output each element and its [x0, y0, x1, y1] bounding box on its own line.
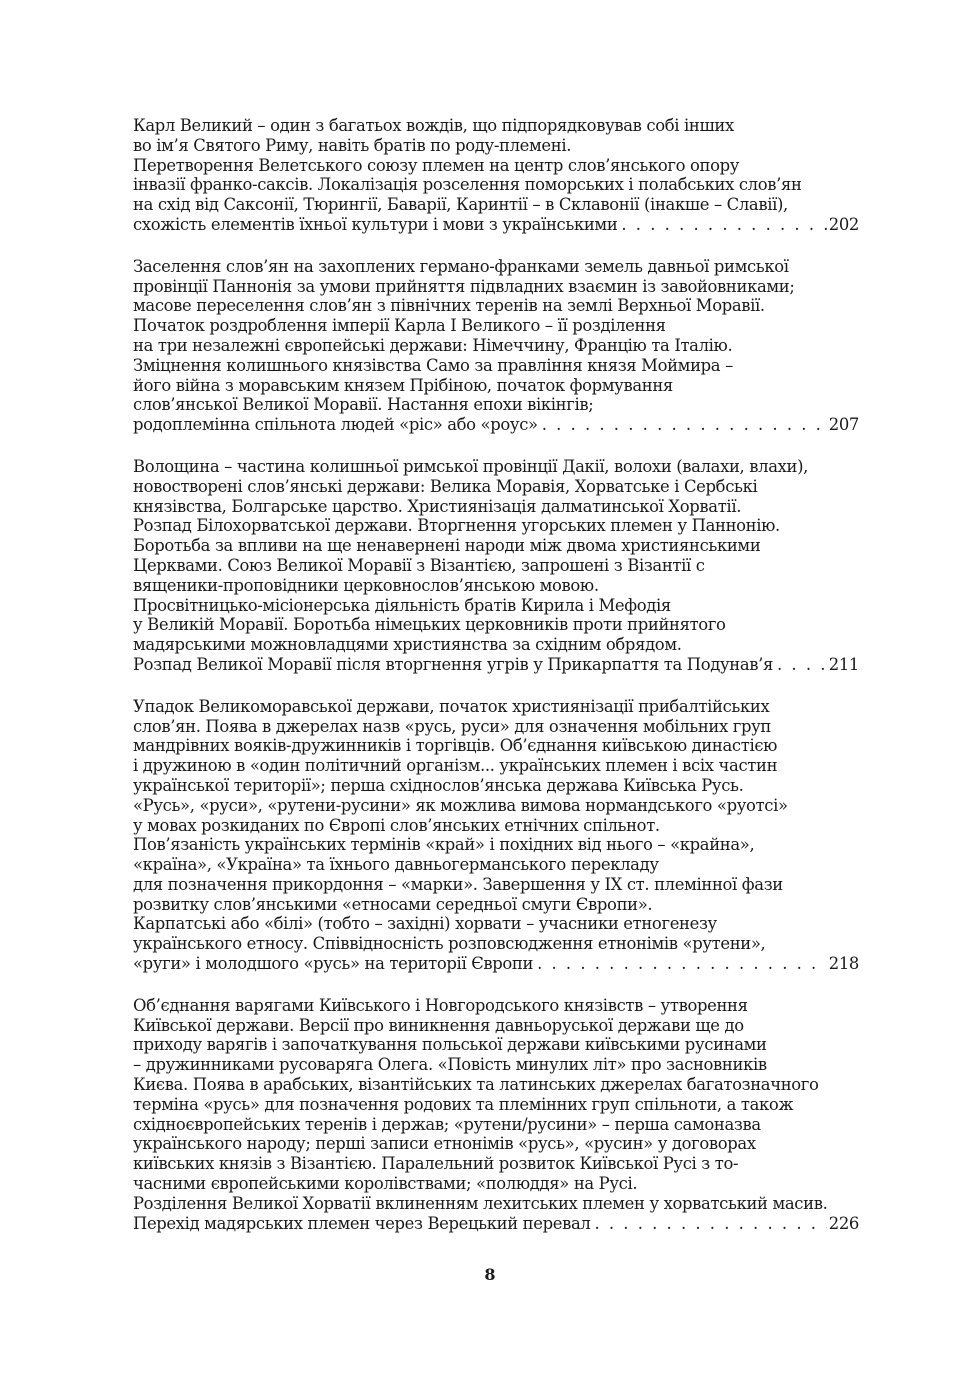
entry-line: українського народу; перші записи етнонімів «русь», «русин» у договорах	[133, 1134, 756, 1154]
entry-line: київських князів з Візантією. Паралельний розвиток Київської Русі з то-	[133, 1154, 739, 1174]
entry-line: «країна», «Україна» та їхнього давньогерманського перекладу	[133, 855, 659, 875]
entry-final-line	[133, 655, 859, 675]
dot-leader	[777, 655, 827, 675]
entry-line: Упадок Великоморавської держави, початок християнізації прибалтійських	[133, 696, 770, 716]
page-ref: 218	[828, 954, 859, 974]
table-of-contents	[133, 116, 859, 1255]
page-ref: 226	[828, 1213, 859, 1233]
entry-line: Заселення слов’ян на захоплених германо-франками земель давньої римської	[133, 256, 789, 276]
entry-line: Просвітницько-місіонерська діяльність братів Кирила і Мефодія	[133, 595, 671, 615]
entry-line: Початок роздроблення імперії Карла І Великого – її розділення	[133, 316, 666, 336]
entry-line: масове переселення слов’ян з північних теренів на землі Верхньої Моравії.	[133, 296, 765, 316]
page-ref: 211	[828, 654, 859, 674]
entry-line: Розпад Білохорватської держави. Вторгнення угорських племен у Паннонію.	[133, 516, 780, 536]
entry-line: слов’янської Великої Моравії. Настання епохи вікінгів;	[133, 395, 594, 415]
entry-line: Перехід мадярських племен через Верецький перевал	[133, 1213, 591, 1233]
entry-line: Розпад Великої Моравії після вторгнення угрів у Прикарпаття та Подунав’я	[133, 654, 773, 674]
entry-line: – дружинниками русоваряга Олега. «Повість минулих літ» про засновників	[133, 1055, 767, 1075]
entry-line: схожість елементів їхньої культури і мови з українськими	[133, 214, 618, 234]
entry-line: приходу варягів і започаткування польської держави київськими русинами	[133, 1035, 767, 1055]
entry-line: Зміцнення колишнього князівства Само за правління князя Моймира –	[133, 355, 733, 375]
toc-entry	[133, 996, 859, 1234]
entry-final-line	[133, 1214, 859, 1234]
toc-entry	[133, 116, 859, 235]
entry-line: українського етносу. Співвідносність розповсюдження етнонімів «рутени»,	[133, 934, 766, 954]
toc-entry	[133, 457, 859, 675]
entry-line: і дружиною в «один політичний організм... українських племен і всіх частин	[133, 756, 778, 776]
dot-leader	[542, 415, 827, 435]
entry-line: Карпатські або «білі» (тобто – західні) хорвати – учасники етногенезу	[133, 914, 717, 934]
entry-line: Волощина – частина колишньої римської провінції Дакії, волохи (валахи, влахи),	[133, 456, 809, 476]
page-ref: 207	[828, 415, 859, 435]
entry-line: у мовах розкиданих по Європі слов’янських етнічних спільнот.	[133, 815, 660, 835]
entry-line: мадярськими можновладцями християнства за східним обрядом.	[133, 635, 682, 655]
entry-line: князівства, Болгарське царство. Християнізація далматинської Хорватії.	[133, 496, 742, 516]
dot-leader	[594, 1214, 826, 1234]
entry-line: «руги» і молодшого «русь» на території Європи	[133, 954, 534, 974]
entry-line: Боротьба за впливи на ще ненавернені народи між двома християнськими	[133, 536, 761, 556]
entry-line: «Русь», «руси», «рутени-русини» як можлива вимова нормандського «руотсі»	[133, 795, 788, 815]
page-ref: 202	[828, 214, 859, 234]
entry-line: вященики-проповідники церковнослов’янською мовою.	[133, 575, 599, 595]
toc-entry	[133, 257, 859, 435]
entry-final-line	[133, 215, 859, 235]
entry-final-line	[133, 415, 859, 435]
entry-line: східноєвропейських теренів і держав; «рутени/русини» – перша самоназва	[133, 1114, 761, 1134]
entry-line: Карл Великий – один з багатьох вождів, що підпорядковував собі інших	[133, 116, 734, 135]
entry-line: часними європейськими королівствами; «полюддя» на Русі.	[133, 1174, 638, 1194]
entry-line: Києва. Поява в арабських, візантійських та латинських джерелах багатозначного	[133, 1075, 819, 1095]
entry-line: терміна «русь» для позначення родових та племінних груп спільноти, а також	[133, 1094, 794, 1114]
entry-line: во ім’я Святого Риму, навіть братів по роду-племені.	[133, 135, 572, 155]
entry-line: Київської держави. Версії про виникнення давньоруської держави ще до	[133, 1015, 744, 1035]
entry-line: Розділення Великої Хорватії вклиненням лехитських племен у хорватський масив.	[133, 1193, 828, 1213]
entry-line: Перетворення Велетського союзу племен на центр слов’янського опору	[133, 155, 740, 175]
entry-line: слов’ян. Поява в джерелах назв «русь, руси» для означення мобільних груп	[133, 716, 771, 736]
page-number: 8	[484, 1265, 496, 1284]
entry-line: української території»; перша східнослов’янська держава Київська Русь.	[133, 775, 744, 795]
entry-line: новостворені слов’янські держави: Велика Моравія, Хорватське і Сербські	[133, 476, 758, 496]
entry-line: мандрівних вояків-дружинників і торгівців. Об’єднання київською династією	[133, 736, 778, 756]
entry-line: розвитку слов’янськими «етносами середньої смуги Європи».	[133, 894, 653, 914]
entry-line: на три незалежні європейські держави: Німеччину, Францію та Італію.	[133, 335, 733, 355]
entry-line: інвазії франко-саксів. Локалізація розселення поморських і полабських слов’ян	[133, 175, 802, 195]
entry-line: у Великій Моравії. Боротьба німецьких церковників проти прийнятого	[133, 615, 726, 635]
entry-line: провінції Паннонія за умови прийняття підвладних взаємин із завойовниками;	[133, 276, 795, 296]
entry-line: Церквами. Союз Великої Моравії з Візантією, запрошені з Візантії с	[133, 555, 705, 575]
dot-leader	[537, 954, 827, 974]
entry-line: Пов’язаність українських термінів «край» і похідних від нього – «крайна»,	[133, 835, 755, 855]
entry-line: родоплемінна спільнота людей «ріс» або «роус»	[133, 415, 538, 435]
entry-final-line	[133, 954, 859, 974]
entry-line: його війна з моравським князем Прібіною, початок формування	[133, 375, 673, 395]
dot-leader	[621, 215, 826, 235]
toc-entry	[133, 697, 859, 974]
entry-line: на схід від Саксонії, Тюрингії, Баварії, Каринтії – в Склавонії (інакше – Славії),	[133, 195, 788, 215]
entry-line: Об’єднання варягами Київського і Новгородського князівств – утворення	[133, 995, 748, 1015]
entry-line: для позначення прикордоння – «марки». Завершення у ІХ ст. племінної фази	[133, 874, 783, 894]
